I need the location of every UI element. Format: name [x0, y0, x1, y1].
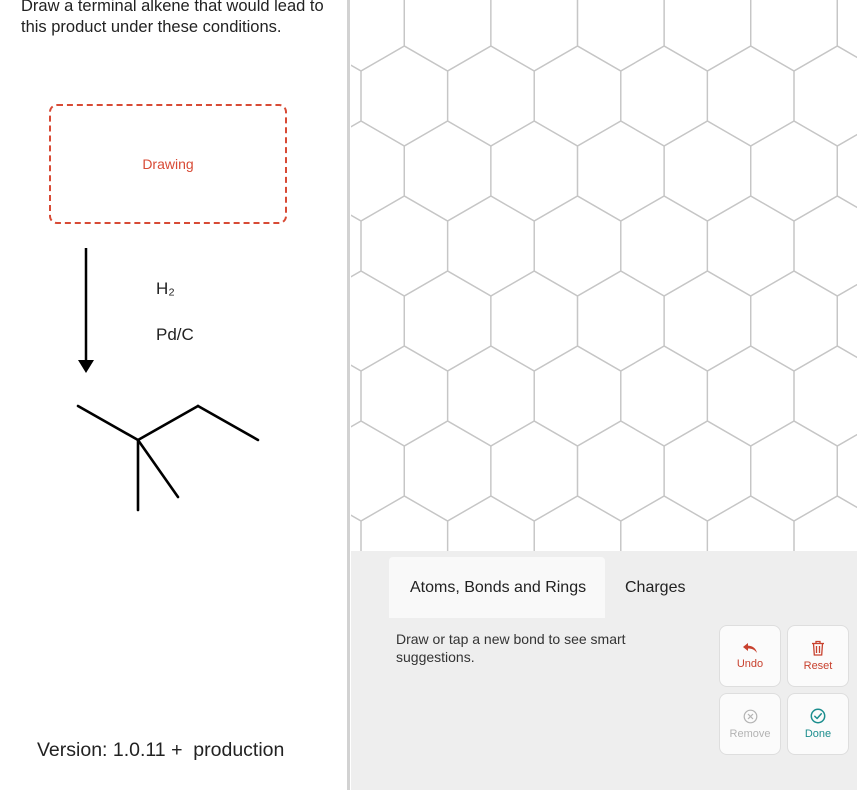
tab-content: [351, 618, 857, 790]
reagent-hydrogen: H₂: [156, 279, 175, 298]
grid-hexagon: [707, 496, 794, 551]
version-label: Version: 1.0.11 + production: [37, 739, 285, 761]
grid-hexagon: [664, 121, 751, 221]
question-panel: [0, 0, 348, 790]
grid-hexagon: [794, 46, 857, 146]
grid-hexagon: [837, 0, 857, 71]
grid-hexagon: [361, 496, 448, 551]
done-button[interactable]: [787, 693, 849, 755]
undo-arrow-icon: [742, 642, 758, 654]
grid-hexagon: [448, 46, 535, 146]
grid-hexagon: [707, 46, 794, 146]
grid-hexagon: [534, 196, 621, 296]
grid-hexagon: [751, 121, 838, 221]
grid-hexagon: [794, 346, 857, 446]
grid-hexagon: [404, 0, 491, 71]
grid-hexagon: [404, 421, 491, 521]
grid-hexagon: [491, 271, 578, 371]
grid-hexagon: [361, 46, 448, 146]
grid-hexagon: [448, 496, 535, 551]
grid-hexagon: [351, 121, 404, 221]
grid-hexagon: [751, 0, 838, 71]
grid-hexagon: [794, 496, 857, 551]
grid-hexagon: [351, 346, 361, 446]
grid-hexagon: [621, 196, 708, 296]
tab-charges[interactable]: Charges: [625, 578, 686, 596]
hexagon-grid: [351, 0, 857, 551]
grid-hexagon: [361, 346, 448, 446]
product-structure: [60, 390, 280, 520]
grid-hexagon: [491, 421, 578, 521]
grid-hexagon: [751, 421, 838, 521]
grid-hexagon: [534, 346, 621, 446]
smart-suggestions-hint: Draw or tap a new bond to see smart suggestions.: [396, 631, 626, 665]
grid-hexagon: [578, 421, 665, 521]
grid-hexagon: [664, 421, 751, 521]
grid-hexagon: [351, 271, 404, 371]
grid-hexagon: [351, 496, 361, 551]
tab-atoms-bonds-rings[interactable]: Atoms, Bonds and Rings: [389, 557, 605, 618]
grid-hexagon: [751, 271, 838, 371]
undo-label: Undo: [736, 658, 764, 670]
grid-hexagon: [351, 46, 361, 146]
drawing-box-label: Drawing: [142, 156, 194, 172]
grid-hexagon: [448, 346, 535, 446]
drawing-canvas[interactable]: [351, 0, 857, 551]
grid-hexagon: [707, 346, 794, 446]
grid-hexagon: [491, 0, 578, 71]
remove-button[interactable]: [719, 693, 781, 755]
grid-hexagon: [491, 121, 578, 221]
trash-icon: [811, 640, 825, 656]
remove-label: Remove: [729, 727, 771, 740]
reagent-catalyst: Pd/C: [156, 325, 194, 344]
drawing-target-box[interactable]: [49, 104, 287, 224]
grid-hexagon: [404, 271, 491, 371]
question-prompt: Draw a terminal alkene that would lead to this product under these conditions.: [21, 0, 324, 36]
grid-hexagon: [794, 196, 857, 296]
grid-hexagon: [534, 46, 621, 146]
grid-hexagon: [578, 121, 665, 221]
tool-panel: [351, 551, 857, 790]
grid-hexagon: [707, 196, 794, 296]
grid-hexagon: [448, 196, 535, 296]
grid-hexagon: [621, 496, 708, 551]
grid-hexagon: [621, 346, 708, 446]
panel-divider[interactable]: [347, 0, 350, 790]
grid-hexagon: [404, 121, 491, 221]
reaction-arrow: [70, 245, 102, 375]
grid-hexagon: [578, 271, 665, 371]
circle-check-icon: [810, 708, 826, 724]
grid-hexagon: [664, 0, 751, 71]
grid-hexagon: [664, 271, 751, 371]
grid-hexagon: [351, 421, 404, 521]
done-label: Done: [804, 728, 832, 740]
undo-button[interactable]: [719, 625, 781, 687]
grid-hexagon: [578, 0, 665, 71]
grid-hexagon: [361, 196, 448, 296]
circle-x-icon: [743, 709, 758, 724]
reset-button[interactable]: [787, 625, 849, 687]
grid-hexagon: [351, 196, 361, 296]
reset-label: Reset: [803, 660, 833, 672]
grid-hexagon: [534, 496, 621, 551]
grid-hexagon: [621, 46, 708, 146]
grid-hexagon: [351, 0, 404, 71]
